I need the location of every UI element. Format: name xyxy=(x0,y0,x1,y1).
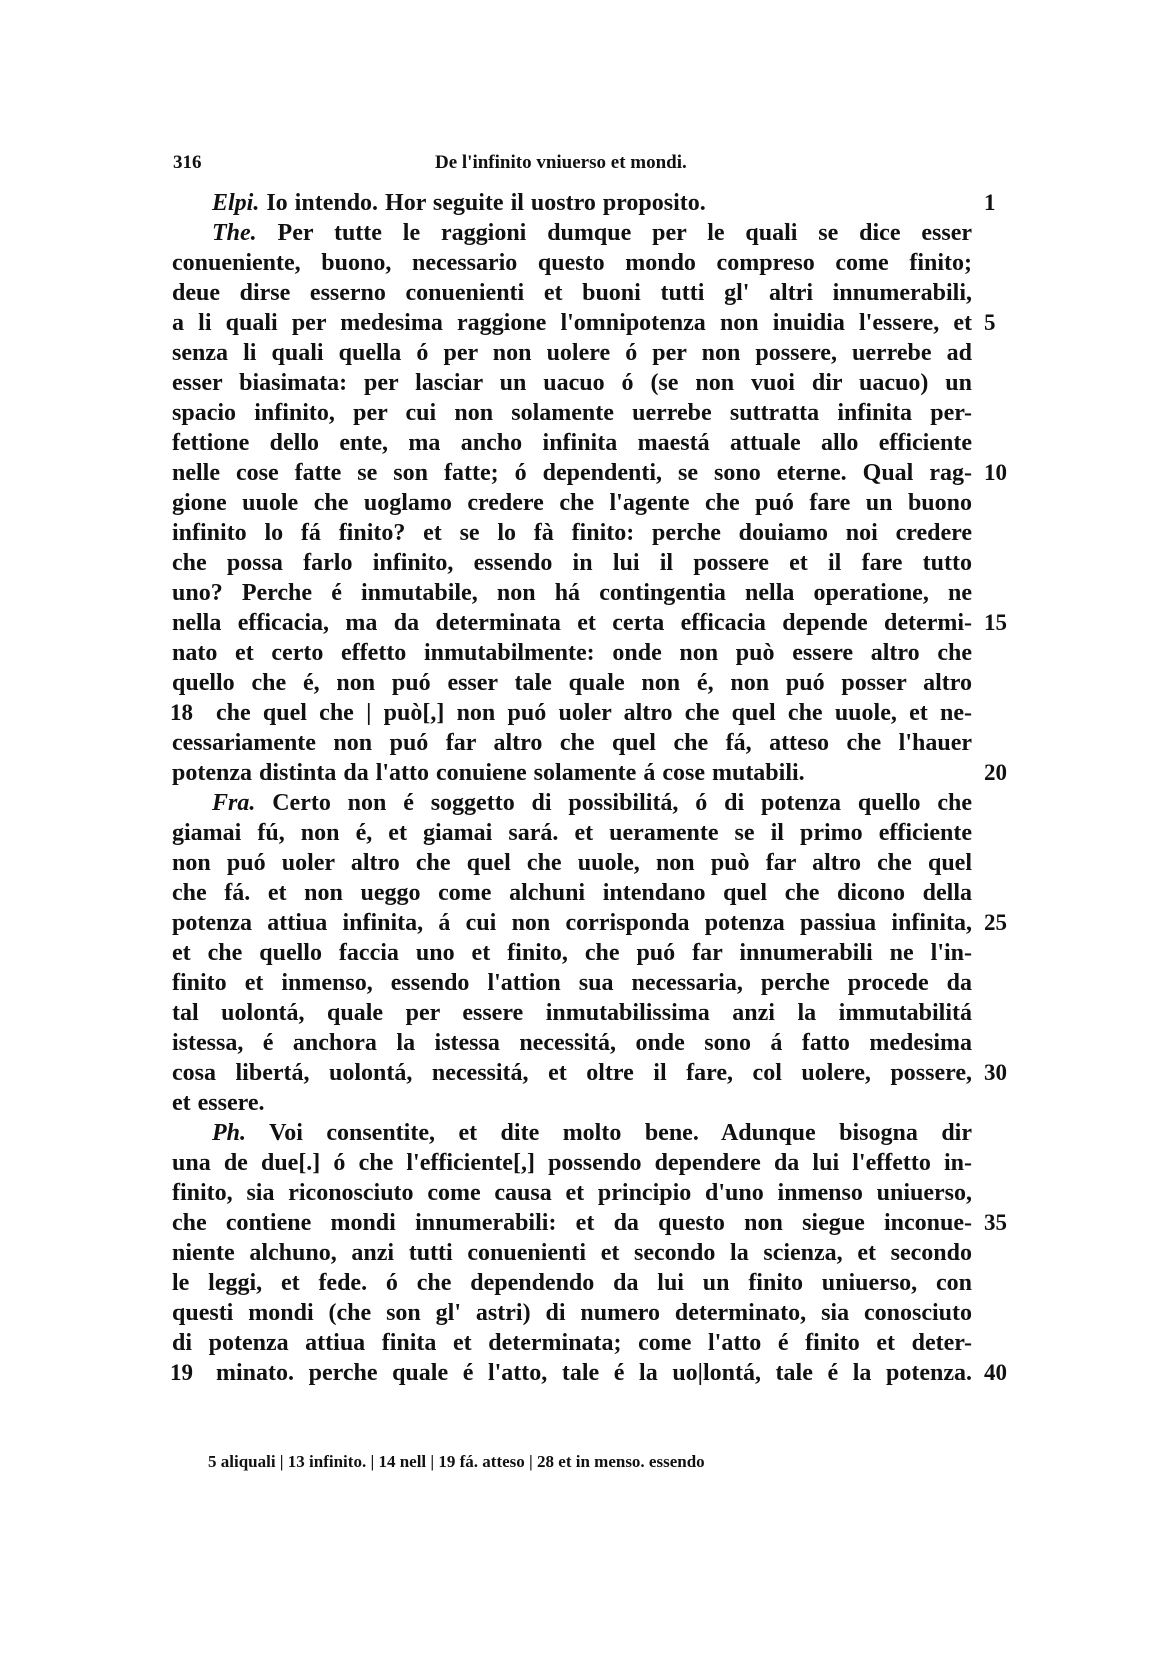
line-text: fettione dello ente, ma ancho infinita maestá attuale allo efficiente xyxy=(172,430,972,456)
line-content xyxy=(172,848,972,878)
text-line xyxy=(172,1178,972,1208)
text-line xyxy=(172,1208,1007,1238)
text-line xyxy=(172,368,972,398)
line-content xyxy=(172,488,972,518)
line-content xyxy=(172,548,972,578)
page-header xyxy=(173,152,993,182)
line-content xyxy=(172,338,972,368)
line-text: et essere. xyxy=(172,1090,265,1116)
line-number: 25 xyxy=(984,910,1007,935)
text-line xyxy=(172,458,1007,488)
line-content xyxy=(172,638,972,668)
line-number: 20 xyxy=(984,760,1007,785)
footnote-apparatus: 5 aliquali | 13 infinito. | 14 nell | 19 fá. atteso | 28 et in menso. essendo xyxy=(208,1452,705,1471)
line-text: infinito lo fá finito? et se lo fà finito: perche douiamo noi credere xyxy=(172,520,972,546)
line-text: tal uolontá, quale per essere inmutabilissima anzi la immutabilitá xyxy=(172,1000,972,1026)
line-text: le leggi, et fede. ó che dependendo da lui un finito uniuerso, con xyxy=(172,1270,972,1296)
text-line xyxy=(172,188,996,218)
text-line xyxy=(172,668,972,698)
line-content xyxy=(172,998,972,1028)
text-line xyxy=(172,1058,1007,1088)
line-text: nelle cose fatte se son fatte; ó dependenti, se sono eterne. Qual rag- xyxy=(172,460,972,486)
text-line xyxy=(172,758,1007,788)
line-content xyxy=(172,368,972,398)
line-text: che fá. et non ueggo come alchuni intendano quel che dicono della xyxy=(172,880,972,906)
line-text: istessa, é anchora la istessa necessitá, onde sono á fatto medesima xyxy=(172,1030,972,1056)
line-content xyxy=(172,1268,972,1298)
line-number: 1 xyxy=(984,190,996,215)
margin-folio-number: 18 xyxy=(170,700,193,725)
speaker-label: The. xyxy=(212,220,257,246)
line-number: 30 xyxy=(984,1060,1007,1085)
text-line xyxy=(172,698,972,728)
line-number: 15 xyxy=(984,610,1007,635)
line-text: Io intendo. Hor seguite il uostro proposito. xyxy=(266,190,706,216)
line-text: Per tutte le raggioni dumque per le quali se dice esser xyxy=(277,220,973,246)
line-text: Voi consentite, et dite molto bene. Adunque bisogna dir xyxy=(269,1120,972,1146)
text-line xyxy=(172,488,972,518)
text-line xyxy=(172,1238,972,1268)
line-text: che quel che | può[,] non puó uoler altro che quel che uuole, et ne- xyxy=(216,700,972,726)
line-content xyxy=(172,518,972,548)
line-content xyxy=(172,458,972,488)
speaker-label: Elpi. xyxy=(212,190,260,216)
line-number: 35 xyxy=(984,1210,1007,1235)
line-text: deue dirse esserno conuenienti et buoni tutti gl' altri innumerabili, xyxy=(172,280,972,306)
text-line xyxy=(172,1028,972,1058)
text-line xyxy=(172,1328,972,1358)
line-text: uno? Perche é inmutabile, non há contingentia nella operatione, ne xyxy=(172,580,972,606)
line-text: di potenza attiua finita et determinata; come l'atto é finito et deter- xyxy=(172,1330,972,1356)
line-content xyxy=(172,1028,972,1058)
line-text: spacio infinito, per cui non solamente uerrebe suttratta infinita per- xyxy=(172,400,972,426)
text-line xyxy=(172,218,972,248)
text-line xyxy=(172,728,972,758)
line-content xyxy=(172,1178,972,1208)
line-text: che possa farlo infinito, essendo in lui il possere et il fare tutto xyxy=(172,550,972,576)
line-content xyxy=(172,1358,972,1388)
text-line xyxy=(172,1148,972,1178)
line-text: minato. perche quale é l'atto, tale é la uo|lontá, tale é la potenza. xyxy=(216,1360,972,1386)
line-number: 10 xyxy=(984,460,1007,485)
line-number: 5 xyxy=(984,310,996,335)
line-text: finito, sia riconosciuto come causa et principio d'uno inmenso uniuerso, xyxy=(172,1180,972,1206)
line-text: non puó uoler altro che quel che uuole, non può far altro che quel xyxy=(172,850,972,876)
line-text: Certo non é soggetto di possibilitá, ó di potenza quello che xyxy=(272,790,972,816)
line-text: giamai fú, non é, et giamai sará. et ueramente se il primo efficiente xyxy=(172,820,972,846)
line-content xyxy=(172,1238,972,1268)
text-line xyxy=(172,638,972,668)
line-content xyxy=(172,248,972,278)
line-content xyxy=(172,1058,972,1088)
text-line xyxy=(172,398,972,428)
text-line xyxy=(172,938,972,968)
line-content xyxy=(172,398,972,428)
line-content xyxy=(172,968,972,998)
line-text: potenza attiua infinita, á cui non corrisponda potenza passiua infinita, xyxy=(172,910,972,936)
line-content xyxy=(172,938,972,968)
text-line xyxy=(172,1268,972,1298)
line-content xyxy=(172,728,972,758)
line-text: una de due[.] ó che l'efficiente[,] possendo dependere da lui l'effetto in- xyxy=(172,1150,972,1176)
line-content xyxy=(172,1088,972,1118)
text-line xyxy=(172,1118,972,1148)
text-line xyxy=(172,578,972,608)
page-number: 316 xyxy=(173,152,202,173)
text-line xyxy=(172,848,972,878)
text-line xyxy=(172,608,1007,638)
line-content xyxy=(172,308,972,338)
text-line xyxy=(172,878,972,908)
text-line xyxy=(172,338,972,368)
line-text: niente alchuno, anzi tutti conuenienti et secondo la scienza, et secondo xyxy=(172,1240,972,1266)
line-text: finito et inmenso, essendo l'attion sua necessaria, perche procede da xyxy=(172,970,972,996)
line-content xyxy=(172,1328,972,1358)
line-text: potenza distinta da l'atto conuiene solamente á cose mutabili. xyxy=(172,760,805,786)
line-content xyxy=(172,758,972,788)
line-text: conueniente, buono, necessario questo mondo compreso come finito; xyxy=(172,250,972,276)
line-text: gione uuole che uoglamo credere che l'agente che puó fare un buono xyxy=(172,490,972,516)
line-content xyxy=(172,608,972,638)
line-content xyxy=(172,788,972,818)
line-text: et che quello faccia uno et finito, che puó far innumerabili ne l'in- xyxy=(172,940,972,966)
line-content xyxy=(172,668,972,698)
line-content xyxy=(172,278,972,308)
line-text: nato et certo effetto inmutabilmente: onde non può essere altro che xyxy=(172,640,972,666)
line-text: a li quali per medesima raggione l'omnipotenza non inuidia l'essere, et xyxy=(172,310,972,336)
line-content xyxy=(172,188,972,218)
line-content xyxy=(172,698,972,728)
line-content xyxy=(172,878,972,908)
text-line xyxy=(172,1298,972,1328)
line-content xyxy=(172,578,972,608)
line-content xyxy=(172,218,972,248)
text-line xyxy=(172,908,1007,938)
text-line xyxy=(172,818,972,848)
line-text: quello che é, non puó esser tale quale non é, non puó posser altro xyxy=(172,670,972,696)
main-text xyxy=(170,188,1007,1388)
margin-folio-number: 19 xyxy=(170,1360,193,1385)
text-line xyxy=(172,968,972,998)
speaker-label: Fra. xyxy=(212,790,256,816)
text-line xyxy=(172,998,972,1028)
text-line xyxy=(172,308,996,338)
line-content xyxy=(172,818,972,848)
line-text: che contiene mondi innumerabili: et da questo non siegue inconue- xyxy=(172,1210,972,1236)
line-text: esser biasimata: per lasciar un uacuo ó (se non vuoi dir uacuo) un xyxy=(172,370,972,396)
text-line xyxy=(172,248,972,278)
line-text: senza li quali quella ó per non uolere ó per non possere, uerrebe ad xyxy=(172,340,972,366)
line-content xyxy=(172,1118,972,1148)
line-text: cessariamente non puó far altro che quel che fá, atteso che l'hauer xyxy=(172,730,972,756)
text-line xyxy=(172,278,972,308)
speaker-label: Ph. xyxy=(212,1120,247,1146)
line-content xyxy=(172,1208,972,1238)
text-line xyxy=(172,518,972,548)
line-content xyxy=(172,1148,972,1178)
line-content xyxy=(172,908,972,938)
line-text: nella efficacia, ma da determinata et certa efficacia depende determi- xyxy=(172,610,972,636)
text-line xyxy=(172,788,972,818)
running-title: De l'infinito vniuerso et mondi. xyxy=(435,152,687,173)
line-number: 40 xyxy=(984,1360,1007,1385)
line-text: questi mondi (che son gl' astri) di numero determinato, sia conosciuto xyxy=(172,1300,972,1326)
line-content xyxy=(172,428,972,458)
text-line xyxy=(170,1358,1007,1388)
text-line xyxy=(172,548,972,578)
line-content xyxy=(172,1298,972,1328)
text-line xyxy=(172,1088,972,1118)
text-line xyxy=(172,428,972,458)
line-text: cosa libertá, uolontá, necessitá, et oltre il fare, col uolere, possere, xyxy=(172,1060,972,1086)
